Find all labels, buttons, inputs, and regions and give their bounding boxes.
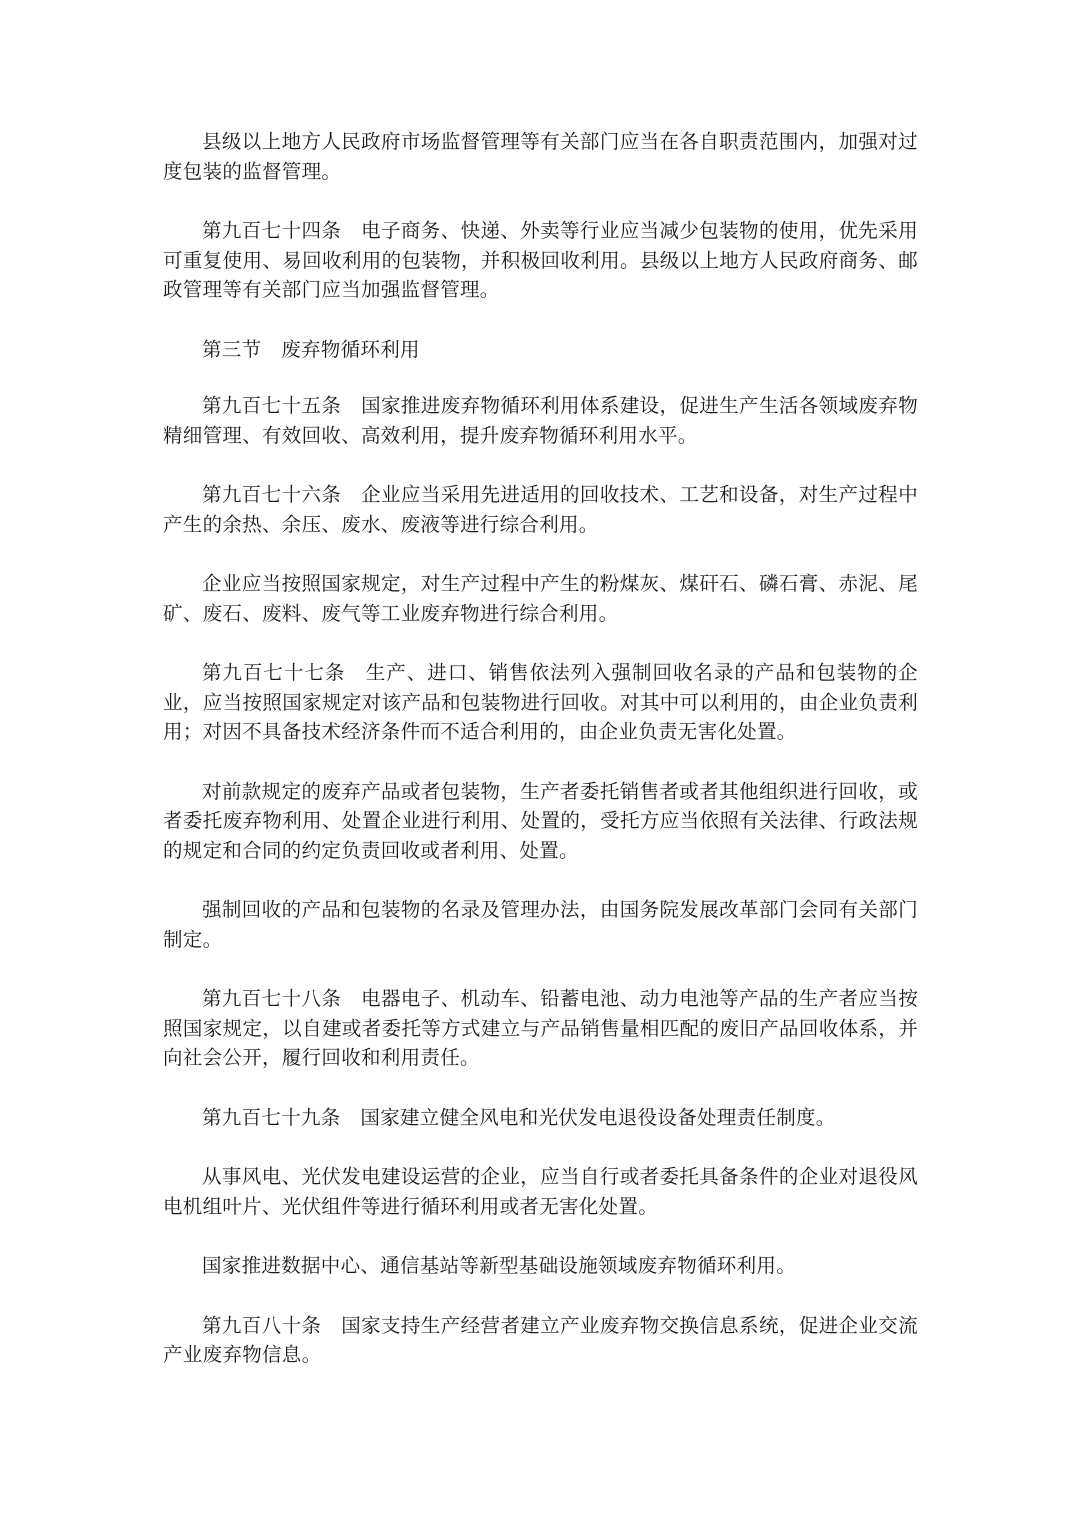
paragraph-article-980: 第九百八十条 国家支持生产经营者建立产业废弃物交换信息系统，促进企业交流产业废弃物信息。 xyxy=(163,1313,918,1366)
paragraph-new-infrastructure: 国家推进数据中心、通信基站等新型基础设施领域废弃物循环利用。 xyxy=(202,1254,797,1277)
paragraph-article-974: 第九百七十四条 电子商务、快递、外卖等行业应当减少包装物的使用，优先采用可重复使用、易回收利用的包装物，并积极回收利用。县级以上地方人民政府商务、邮政管理等有关部门应当加强监督管理。 xyxy=(163,219,918,301)
paragraph-wind-solar-enterprises: 从事风电、光伏发电建设运营的企业，应当自行或者委托具备条件的企业对退役风电机组叶片、光伏组件等进行循环利用或者无害化处置。 xyxy=(163,1165,918,1218)
paragraph-article-977: 第九百七十七条 生产、进口、销售依法列入强制回收名录的产品和包装物的企业，应当按照国家规定对该产品和包装物进行回收。对其中可以利用的，由企业负责利用；对因不具备技术经济条件而不适合利用的，由企业负责无害化处置。 xyxy=(163,661,918,743)
paragraph-mandatory-catalog: 强制回收的产品和包装物的名录及管理办法，由国务院发展改革部门会同有关部门制定。 xyxy=(163,898,918,951)
section-heading: 第三节 废弃物循环利用 xyxy=(202,337,420,361)
paragraph-oversight-packaging: 县级以上地方人民政府市场监督管理等有关部门应当在各自职责范围内，加强对过度包装的监督管理。 xyxy=(163,130,918,183)
paragraph-entrusted-recycling: 对前款规定的废弃产品或者包装物，生产者委托销售者或者其他组织进行回收，或者委托废弃物利用、处置企业进行利用、处置的，受托方应当依照有关法律、行政法规的规定和合同的约定负责回收或者利用、处置。 xyxy=(163,779,918,862)
paragraph-industrial-waste: 企业应当按照国家规定，对生产过程中产生的粉煤灰、煤矸石、磷石膏、赤泥、尾矿、废石、废料、废气等工业废弃物进行综合利用。 xyxy=(163,572,918,625)
paragraph-article-975: 第九百七十五条 国家推进废弃物循环利用体系建设，促进生产生活各领域废弃物精细管理、有效回收、高效利用，提升废弃物循环利用水平。 xyxy=(163,394,918,447)
document-page xyxy=(163,127,918,1400)
paragraph-article-978: 第九百七十八条 电器电子、机动车、铅蓄电池、动力电池等产品的生产者应当按照国家规定，以自建或者委托等方式建立与产品销售量相匹配的废旧产品回收体系，并向社会公开，履行回收和利用责任。 xyxy=(163,987,918,1069)
paragraph-article-979: 第九百七十九条 国家建立健全风电和光伏发电退役设备处理责任制度。 xyxy=(202,1105,836,1129)
paragraph-article-976: 第九百七十六条 企业应当采用先进适用的回收技术、工艺和设备，对生产过程中产生的余热、余压、废水、废液等进行综合利用。 xyxy=(163,483,918,536)
